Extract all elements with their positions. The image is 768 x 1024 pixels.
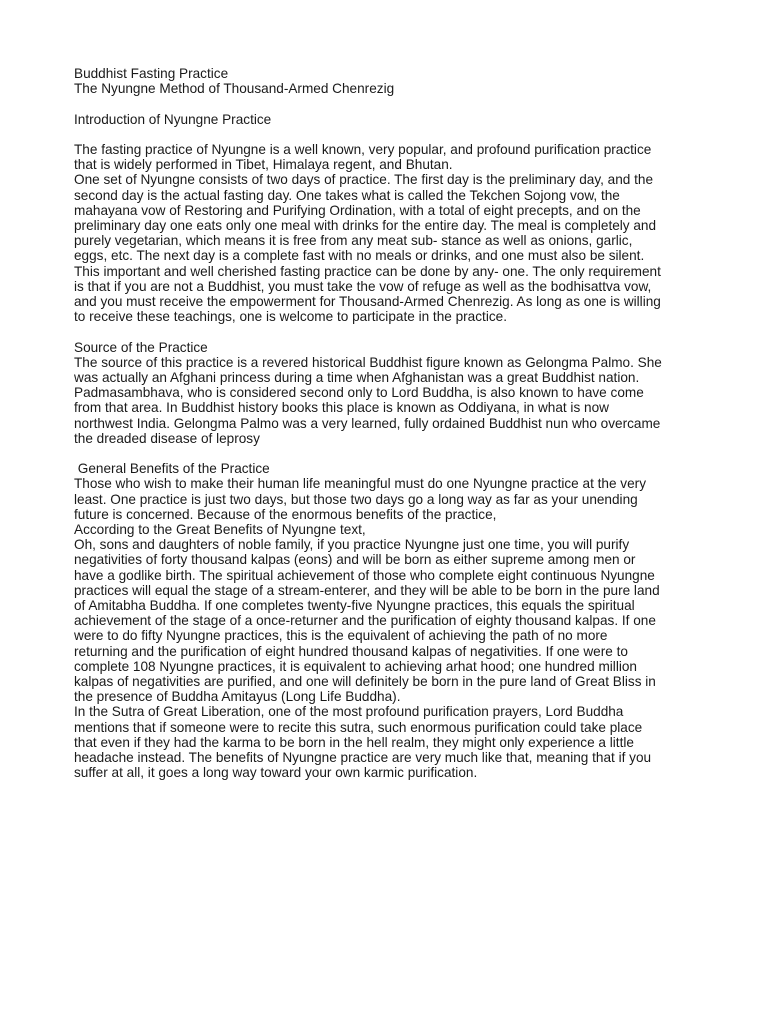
text-line: to receive these teachings, one is welcome to participate in the practice. [74, 309, 507, 325]
text-line: was actually an Afghani princess during a time when Afghanistan was a great Buddhist nation. [74, 370, 640, 386]
text-line: mentions that if someone were to recite this sutra, such enormous purification could take place [74, 719, 643, 735]
text-line: One set of Nyungne consists of two days of practice. The first day is the preliminary day, and the [74, 172, 654, 188]
text-line: that even if they had the karma to be born in the hell realm, they might only experience a little [74, 734, 634, 750]
text-line: The source of this practice is a revered historical Buddhist figure known as Gelongma Palmo. She [74, 354, 662, 370]
intro-section [74, 112, 696, 325]
text-line: kalpas of negativities are purified, and one will definitely be born in the pure land of Great Bliss in [74, 674, 656, 690]
source-section [74, 340, 696, 446]
text-line: Oh, sons and daughters of noble family, if you practice Nyungne just one time, you will purify [74, 537, 630, 553]
section-heading-intro: Introduction of Nyungne Practice [74, 111, 272, 127]
text-line: suffer at all, it goes a long way toward your own karmic purification. [74, 765, 478, 781]
text-line: achievement of the stage of a once-returner and the purification of eighty thousand kalpas. If one [74, 613, 656, 629]
text-line: complete 108 Nyungne practices, it is equivalent to achieving arhat hood; one hundred million [74, 658, 637, 674]
text-line: In the Sutra of Great Liberation, one of the most profound purification prayers, Lord Buddha [74, 704, 624, 720]
text-line: from that area. In Buddhist history books this place is known as Oddiyana, in what is now [74, 400, 609, 416]
document-page [74, 66, 696, 780]
paragraph-gap [74, 324, 696, 339]
text-line: that is widely performed in Tibet, Himalaya regent, and Bhutan. [74, 157, 453, 173]
text-line: is that if you are not a Buddhist, you must take the vow of refuge as well as the bodhisattva vow, [74, 278, 652, 294]
text-line: returning and the purification of eight hundred thousand kalpas of negativities. If one were to [74, 643, 628, 659]
document-title: Buddhist Fasting Practice [74, 66, 229, 81]
benefits-section [74, 461, 696, 780]
text-line: northwest India. Gelongma Palmo was a very learned, fully ordained Buddhist nun who overcame [74, 415, 661, 431]
text-line: were to do fifty Nyungne practices, this is the equivalent of achieving the path of no more [74, 628, 608, 644]
text-line: purely vegetarian, which means it is free from any meat sub- stance as well as onions, garlic, [74, 233, 633, 249]
text-line: preliminary day one eats only one meal with drinks for the entire day. The meal is completely and [74, 218, 657, 233]
source-body [74, 355, 696, 446]
text-line: practices will equal the stage of a stream-enterer, and they will be able to be born in the pure land [74, 582, 660, 598]
text-line: have a godlike birth. The spiritual achievement of those who complete eight continuous Nyungne [74, 567, 655, 583]
document-title-block [74, 66, 696, 96]
section-heading-benefits: General Benefits of the Practice [74, 461, 270, 477]
intro-body [74, 142, 696, 324]
text-line: the presence of Buddha Amitayus (Long Life Buddha). [74, 689, 401, 705]
text-line: the dreaded disease of leprosy [74, 430, 260, 446]
text-line: According to the Great Benefits of Nyungne text, [74, 522, 366, 538]
paragraph-gap [74, 446, 696, 461]
text-line: second day is the actual fasting day. One takes what is called the Tekchen Sojong vow, the [74, 187, 620, 203]
text-line: mahayana vow of Restoring and Purifying Ordination, with a total of eight precepts, and on the [74, 202, 641, 218]
text-line: headache instead. The benefits of Nyungne practice are very much like that, meaning that if you [74, 750, 652, 766]
paragraph-gap [74, 96, 696, 111]
text-line: Those who wish to make their human life meaningful must do one Nyungne practice at the very [74, 476, 646, 492]
text-line: and you must receive the empowerment for Thousand-Armed Chenrezig. As long as one is willing [74, 294, 661, 310]
text-line: of Amitabha Buddha. If one completes twenty-five Nyungne practices, this equals the spiritual [74, 598, 635, 614]
text-line: negativities of forty thousand kalpas (eons) and will be born as either supreme among men or [74, 552, 636, 568]
text-line: Padmasambhava, who is considered second only to Lord Buddha, is also known to have come [74, 385, 644, 401]
text-line: This important and well cherished fasting practice can be done by any- one. The only requirement [74, 263, 661, 279]
section-heading-source: Source of the Practice [74, 339, 208, 355]
document-subtitle: The Nyungne Method of Thousand-Armed Chenrezig [74, 81, 395, 97]
paragraph-gap [74, 127, 696, 142]
text-line: The fasting practice of Nyungne is a well known, very popular, and profound purification practice [74, 141, 652, 157]
benefits-body [74, 476, 696, 780]
text-line: least. One practice is just two days, but those two days go a long way as far as your unending [74, 491, 638, 507]
text-line: eggs, etc. The next day is a complete fast with no meals or drinks, and one must also be silent. [74, 248, 645, 264]
text-line: future is concerned. Because of the enormous benefits of the practice, [74, 506, 497, 522]
